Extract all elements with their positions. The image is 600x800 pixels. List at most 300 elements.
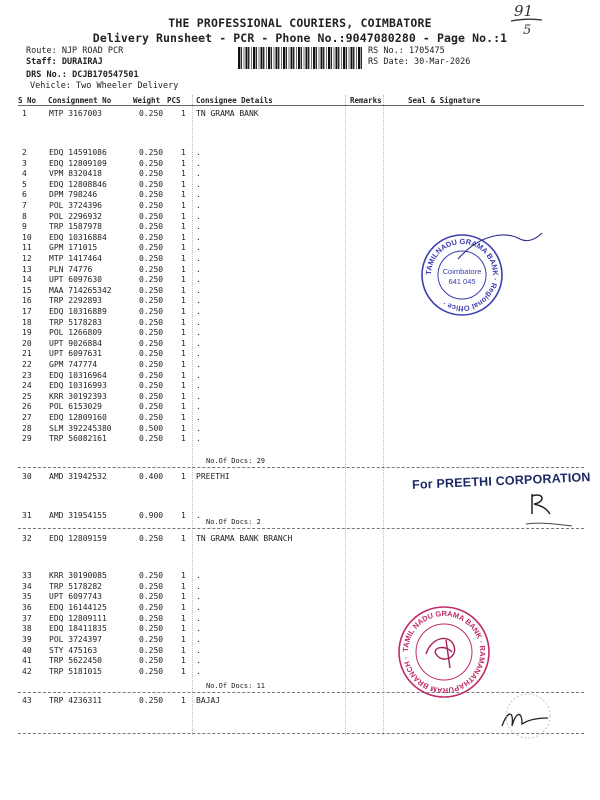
rs-date: RS Date: 30-Mar-2026 — [368, 57, 471, 67]
row-pcs: 1 — [181, 391, 186, 401]
row-sno: 29 — [22, 434, 32, 444]
handwritten-subcount: 5 — [523, 23, 532, 38]
row-pcs: 1 — [181, 423, 186, 433]
row-pcs: 1 — [181, 696, 186, 705]
row-consignee: . — [196, 613, 201, 623]
row-consignment-no: EDQ 12809111 — [49, 613, 107, 623]
row-consignment-no: TRP 2292893 — [49, 296, 102, 306]
header-rule — [18, 105, 584, 106]
signature-scribble-icon — [450, 229, 570, 269]
row-consignee: . — [196, 190, 201, 200]
barcode-bar — [291, 47, 293, 69]
row-consignment-no: EDQ 10316889 — [49, 307, 107, 316]
row-pcs: 1 — [181, 296, 186, 306]
row-pcs: 1 — [181, 434, 186, 444]
barcode-bar — [251, 47, 252, 69]
row-sno: 18 — [22, 317, 32, 327]
row-pcs: 1 — [181, 656, 186, 666]
row-weight: 0.250 — [139, 592, 164, 602]
row-sno: 19 — [22, 328, 32, 338]
col-consignment: Consignment No — [48, 96, 112, 105]
row-weight: 0.250 — [139, 349, 164, 359]
route-info: Route: NJP ROAD PCR — [26, 46, 124, 56]
row-pcs: 1 — [181, 254, 186, 263]
row-pcs: 1 — [181, 179, 186, 189]
row-consignee: BAJAJ — [196, 696, 221, 705]
barcode-bar — [346, 47, 347, 69]
row-weight: 0.250 — [139, 338, 164, 348]
row-pcs: 1 — [181, 275, 186, 285]
table-row — [0, 317, 600, 328]
barcode-bar — [349, 47, 350, 69]
table-row — [0, 285, 600, 296]
row-sno: 26 — [22, 402, 32, 412]
row-sno: 9 — [22, 222, 27, 232]
row-weight: 0.250 — [139, 169, 164, 179]
row-consignment-no: UPT 9026884 — [49, 338, 102, 348]
table-row — [0, 533, 600, 544]
barcode-bar — [308, 47, 309, 69]
row-consignment-no: EDQ 12808846 — [49, 179, 107, 189]
row-consignee: . — [196, 275, 201, 285]
table-row — [0, 602, 600, 613]
row-consignment-no: EDQ 10316884 — [49, 232, 107, 242]
row-sno: 25 — [22, 391, 32, 401]
barcode-bar — [278, 47, 279, 69]
row-pcs: 1 — [181, 317, 186, 327]
barcode-bar — [343, 47, 345, 69]
table-row — [0, 306, 600, 317]
row-pcs: 1 — [181, 413, 186, 422]
barcode-bar — [246, 47, 248, 69]
row-weight: 0.250 — [139, 307, 164, 316]
row-consignment-no: AMD 31954155 — [49, 511, 107, 520]
row-consignment-no: POL 3724397 — [49, 634, 102, 644]
row-pcs: 1 — [181, 169, 186, 179]
stamp1-pin-text: 641 045 — [448, 277, 476, 286]
barcode-bar — [334, 47, 335, 69]
row-pcs: 1 — [181, 381, 186, 391]
row-sno: 33 — [22, 571, 32, 580]
barcode-bar — [281, 47, 282, 69]
table-row — [0, 359, 600, 370]
row-consignment-no: KRR 30192393 — [49, 391, 107, 401]
barcode-bar — [259, 47, 260, 69]
row-weight: 0.250 — [139, 581, 164, 591]
row-sno: 43 — [22, 696, 32, 705]
barcode-bar — [356, 47, 357, 69]
table-row — [0, 655, 600, 666]
row-weight: 0.250 — [139, 645, 164, 655]
row-pcs: 1 — [181, 472, 186, 481]
row-sno: 23 — [22, 370, 32, 380]
row-consignee: . — [196, 201, 201, 210]
barcode-bar — [274, 47, 275, 69]
table-row — [0, 274, 600, 285]
row-consignment-no: DPM 798246 — [49, 190, 98, 200]
row-weight: 0.250 — [139, 254, 164, 263]
row-weight: 0.250 — [139, 666, 164, 676]
row-consignee: TN GRAMA BANK — [196, 109, 259, 118]
row-weight: 0.250 — [139, 148, 164, 157]
table-row — [0, 200, 600, 211]
row-consignee: . — [196, 179, 201, 189]
preethi-corporation-stamp: For PREETHI CORPORATION — [411, 470, 591, 492]
row-sno: 17 — [22, 307, 32, 316]
table-row — [0, 423, 600, 434]
row-consignee: . — [196, 581, 201, 591]
row-consignee: . — [196, 571, 201, 580]
runsheet-title: Delivery Runsheet - PCR - Phone No.:9047080280 - Page No.:1 — [92, 31, 508, 45]
stamp1-center-text: Coimbatore — [442, 267, 482, 276]
staff-label: Staff: — [26, 57, 57, 67]
row-weight: 0.250 — [139, 413, 164, 422]
row-weight: 0.250 — [139, 285, 164, 295]
row-consignment-no: MTP 1417464 — [49, 254, 102, 263]
row-weight: 0.250 — [139, 328, 164, 338]
row-weight: 0.250 — [139, 317, 164, 327]
barcode-bar — [286, 47, 287, 69]
row-sno: 12 — [22, 254, 32, 263]
row-consignee: . — [196, 158, 201, 168]
row-consignment-no: EDQ 10316964 — [49, 370, 107, 380]
table-row — [0, 623, 600, 634]
row-sno: 37 — [22, 613, 32, 623]
bank-seal-coimbatore — [420, 233, 504, 317]
row-consignment-no: EDQ 10316993 — [49, 381, 107, 391]
row-consignment-no: TRP 5181015 — [49, 666, 102, 676]
row-weight: 0.250 — [139, 211, 164, 221]
table-row — [0, 634, 600, 645]
row-consignment-no: UPT 6097743 — [49, 592, 102, 602]
row-weight: 0.250 — [139, 534, 164, 543]
barcode-bar — [311, 47, 312, 69]
row-consignee: . — [196, 423, 201, 433]
row-pcs: 1 — [181, 190, 186, 200]
row-consignment-no: TRP 5622450 — [49, 656, 102, 666]
row-weight: 0.250 — [139, 656, 164, 666]
row-consignment-no: UPT 6097631 — [49, 349, 102, 359]
row-pcs: 1 — [181, 307, 186, 316]
staff-info — [26, 57, 103, 67]
row-sno: 2 — [22, 148, 27, 157]
row-sno: 41 — [22, 656, 32, 666]
barcode-bar — [316, 47, 317, 69]
stamp2-ring-text: TAMIL NADU GRAMA BANK · RAMANATHAPURAM BRANCH · — [400, 608, 488, 696]
barcode-bar — [353, 47, 354, 69]
row-sno: 21 — [22, 349, 32, 359]
row-consignment-no: EDQ 12809159 — [49, 534, 107, 543]
row-consignee: . — [196, 413, 201, 422]
row-consignee: . — [196, 656, 201, 666]
barcode-bar — [261, 47, 263, 69]
barcode-bar — [253, 47, 255, 69]
group-divider — [18, 528, 584, 529]
row-weight: 0.250 — [139, 602, 164, 612]
row-weight: 0.250 — [139, 381, 164, 391]
row-pcs: 1 — [181, 571, 186, 580]
row-pcs: 1 — [181, 634, 186, 644]
table-row — [0, 348, 600, 359]
drs-label: DRS No.: — [26, 70, 67, 80]
row-pcs: 1 — [181, 613, 186, 623]
row-pcs: 1 — [181, 338, 186, 348]
row-pcs: 1 — [181, 349, 186, 359]
row-weight: 0.250 — [139, 434, 164, 444]
row-pcs: 1 — [181, 602, 186, 612]
vehicle-info: Vehicle: Two Wheeler Delivery — [30, 81, 179, 91]
col-weight: Weight — [133, 96, 161, 105]
row-weight: 0.250 — [139, 402, 164, 412]
no-of-docs: No.Of Docs: 11 — [206, 682, 266, 690]
row-consignment-no: EDQ 18411835 — [49, 624, 107, 634]
row-consignment-no: TRP 5178283 — [49, 317, 102, 327]
barcode-bar — [263, 47, 264, 69]
row-consignment-no: SLM 392245380 — [49, 423, 112, 433]
table-row — [0, 108, 600, 119]
row-sno: 1 — [22, 109, 27, 118]
row-consignee: . — [196, 232, 201, 242]
row-sno: 30 — [22, 472, 32, 481]
row-consignee: . — [196, 317, 201, 327]
row-weight: 0.250 — [139, 613, 164, 623]
row-pcs: 1 — [181, 360, 186, 369]
row-weight: 0.250 — [139, 634, 164, 644]
row-sno: 15 — [22, 285, 32, 295]
row-pcs: 1 — [181, 666, 186, 676]
row-consignment-no: VPM 8320418 — [49, 169, 102, 179]
row-consignee: . — [196, 338, 201, 348]
row-pcs: 1 — [181, 232, 186, 242]
row-consignee: . — [196, 381, 201, 391]
row-consignee: . — [196, 222, 201, 232]
table-row — [0, 401, 600, 412]
no-of-docs: No.Of Docs: 29 — [206, 457, 266, 465]
row-consignee: . — [196, 264, 201, 274]
row-consignment-no: POL 2296932 — [49, 211, 102, 221]
row-pcs: 1 — [181, 328, 186, 338]
table-row — [0, 189, 600, 200]
row-consignee: . — [196, 243, 201, 253]
row-consignee: PREETHI — [196, 472, 230, 481]
row-weight: 0.250 — [139, 370, 164, 380]
row-sno: 3 — [22, 158, 27, 168]
row-pcs: 1 — [181, 148, 186, 157]
row-sno: 8 — [22, 211, 27, 221]
row-pcs: 1 — [181, 222, 186, 232]
row-sno: 5 — [22, 179, 27, 189]
barcode-bar — [238, 47, 240, 69]
row-consignment-no: PLN 74776 — [49, 264, 93, 274]
no-of-docs: No.Of Docs: 2 — [206, 518, 261, 526]
barcode-bar — [351, 47, 353, 69]
row-consignee: TN GRAMA BANK BRANCH — [196, 534, 293, 543]
table-row — [0, 613, 600, 624]
table-row — [0, 295, 600, 306]
table-row — [0, 370, 600, 381]
row-weight: 0.500 — [139, 423, 164, 433]
row-consignment-no: GPM 171015 — [49, 243, 98, 253]
row-pcs: 1 — [181, 645, 186, 655]
row-weight: 0.250 — [139, 179, 164, 189]
group-divider — [18, 467, 584, 468]
row-weight: 0.250 — [139, 275, 164, 285]
row-consignee: . — [196, 148, 201, 157]
staff-name: DURAIRAJ — [61, 57, 103, 67]
table-row — [0, 570, 600, 581]
row-sno: 39 — [22, 634, 32, 644]
row-pcs: 1 — [181, 211, 186, 221]
row-weight: 0.250 — [139, 158, 164, 168]
row-pcs: 1 — [181, 402, 186, 412]
barcode-bar — [276, 47, 278, 69]
row-consignment-no: EDQ 14591086 — [49, 148, 107, 157]
row-consignee: . — [196, 634, 201, 644]
barcode-bar — [319, 47, 320, 69]
barcode-bar — [338, 47, 339, 69]
col-seal-signature: Seal & Signature — [408, 96, 481, 105]
row-pcs: 1 — [181, 109, 186, 118]
barcode-image — [238, 47, 362, 69]
row-sno: 35 — [22, 592, 32, 602]
row-consignee: . — [196, 296, 201, 306]
barcode-bar — [321, 47, 323, 69]
row-weight: 0.250 — [139, 296, 164, 306]
row-weight: 0.250 — [139, 391, 164, 401]
table-row — [0, 147, 600, 158]
row-pcs: 1 — [181, 285, 186, 295]
row-consignee: . — [196, 349, 201, 359]
row-consignee: . — [196, 592, 201, 602]
row-weight: 0.250 — [139, 232, 164, 242]
barcode-bar — [266, 47, 267, 69]
row-consignment-no: MAA 714265342 — [49, 285, 112, 295]
row-pcs: 1 — [181, 624, 186, 634]
row-consignment-no: KRR 30190085 — [49, 571, 107, 580]
row-consignment-no: STY 475163 — [49, 645, 98, 655]
barcode-bar — [326, 47, 327, 69]
table-row — [0, 510, 600, 521]
barcode-bar — [304, 47, 305, 69]
row-weight: 0.250 — [139, 222, 164, 232]
barcode-bar — [293, 47, 294, 69]
barcode-bar — [241, 47, 242, 69]
table-row — [0, 391, 600, 402]
row-consignment-no: AMD 31942532 — [49, 472, 107, 481]
row-consignment-no: MTP 3167003 — [49, 109, 102, 118]
row-consignment-no: EDQ 12809160 — [49, 413, 107, 422]
row-consignee: . — [196, 169, 201, 179]
row-weight: 0.250 — [139, 360, 164, 369]
row-sno: 13 — [22, 264, 32, 274]
row-consignee: . — [196, 666, 201, 676]
row-sno: 7 — [22, 201, 27, 210]
row-consignee: . — [196, 328, 201, 338]
table-row — [0, 179, 600, 190]
row-consignee: . — [196, 624, 201, 634]
row-sno: 40 — [22, 645, 32, 655]
row-sno: 6 — [22, 190, 27, 200]
row-sno: 32 — [22, 534, 32, 543]
table-row — [0, 591, 600, 602]
handwritten-count: 91 — [514, 2, 534, 20]
barcode-bar — [323, 47, 324, 69]
barcode-bar — [358, 47, 360, 69]
row-consignment-no: GPM 747774 — [49, 360, 98, 369]
barcode-bar — [289, 47, 290, 69]
barcode-bar — [248, 47, 249, 69]
table-row — [0, 168, 600, 179]
row-sno: 42 — [22, 666, 32, 676]
row-sno: 16 — [22, 296, 32, 306]
barcode-bar — [313, 47, 315, 69]
row-pcs: 1 — [181, 243, 186, 253]
barcode-bar — [244, 47, 245, 69]
barcode-bar — [341, 47, 342, 69]
barcode-bar — [298, 47, 300, 69]
row-weight: 0.250 — [139, 264, 164, 274]
col-sno: S No — [18, 96, 37, 105]
row-sno: 20 — [22, 338, 32, 348]
barcode-bar — [328, 47, 330, 69]
row-weight: 0.400 — [139, 472, 164, 481]
row-consignment-no: TRP 56082161 — [49, 434, 107, 444]
row-weight: 0.250 — [139, 243, 164, 253]
row-consignee: . — [196, 602, 201, 612]
row-weight: 0.250 — [139, 624, 164, 634]
row-pcs: 1 — [181, 592, 186, 602]
row-pcs: 1 — [181, 370, 186, 380]
faint-circle-stamp-icon — [500, 690, 560, 740]
row-sno: 28 — [22, 423, 32, 433]
row-consignee: . — [196, 645, 201, 655]
col-remarks: Remarks — [350, 96, 382, 105]
col-pcs: PCS — [167, 96, 181, 105]
barcode-bar — [301, 47, 302, 69]
row-sno: 24 — [22, 381, 32, 391]
col-consignee: Consignee Details — [196, 96, 273, 105]
row-weight: 0.900 — [139, 511, 164, 520]
row-weight: 0.250 — [139, 696, 164, 705]
row-consignment-no: POL 6153029 — [49, 402, 102, 412]
row-pcs: 1 — [181, 264, 186, 274]
table-row — [0, 581, 600, 592]
row-pcs: 1 — [181, 511, 186, 520]
row-consignment-no: EDQ 16144125 — [49, 602, 107, 612]
row-weight: 0.250 — [139, 201, 164, 210]
barcode-bar — [361, 47, 362, 69]
row-consignee: . — [196, 370, 201, 380]
preethi-signature-icon — [520, 488, 590, 538]
table-row — [0, 433, 600, 444]
bank-seal-ramanathapuram — [396, 604, 492, 700]
row-weight: 0.250 — [139, 190, 164, 200]
table-row — [0, 645, 600, 656]
stamp1-ring-text: TAMILNADU GRAMA BANK · Regional Office · — [423, 236, 501, 314]
row-consignee: . — [196, 434, 201, 444]
table-row — [0, 338, 600, 349]
barcode-bar — [296, 47, 297, 69]
row-weight: 0.250 — [139, 571, 164, 580]
row-sno: 14 — [22, 275, 32, 285]
row-pcs: 1 — [181, 158, 186, 168]
company-title: THE PROFESSIONAL COURIERS, COIMBATORE — [168, 16, 432, 30]
row-consignment-no: UPT 6097630 — [49, 275, 102, 285]
row-sno: 10 — [22, 232, 32, 242]
row-consignment-no: EDQ 12809109 — [49, 158, 107, 168]
row-weight: 0.250 — [139, 109, 164, 118]
row-consignee: . — [196, 307, 201, 316]
